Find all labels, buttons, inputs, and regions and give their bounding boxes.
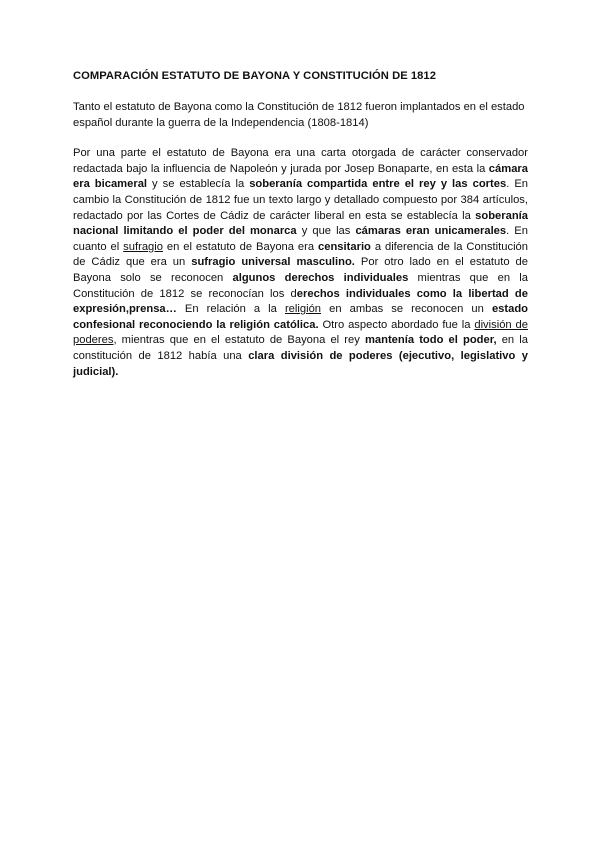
intro-paragraph: Tanto el estatuto de Bayona como la Constitución de 1812 fueron implantados en el estado español durante la guerra de la Independencia (1808-1814) (73, 101, 525, 129)
bold-text: estado confesional reconociendo la religión católica. (73, 303, 528, 331)
bold-text: algunos derechos individuales (232, 271, 409, 284)
underlined-text: división de poderes (73, 318, 528, 347)
text-run: Por una parte el estatuto de Bayona era una carta otorgada de carácter conservador redactada bajo la influencia de Napoleón y jurada por Josep Bonaparte, en esta la (73, 147, 528, 175)
text-run: en el estatuto de Bayona era (162, 240, 319, 253)
text-run: . En cuanto el (73, 225, 528, 253)
text-run: Por otro lado en el estatuto de Bayona solo se reconocen (73, 256, 529, 284)
text-run: En relación a la (176, 303, 285, 316)
text-run: y que las (296, 225, 356, 238)
bold-text: clara división de poderes (ejecutivo, legislativo y judicial). (73, 349, 528, 378)
text-run: a diferencia de la Constitución de Cádiz que era un (73, 240, 528, 269)
underlined-text: sufragio (123, 240, 163, 253)
bold-text: soberanía compartida entre el rey y las cortes (249, 178, 507, 191)
body-paragraph (73, 146, 528, 380)
bold-text: cámara era bicameral (73, 162, 528, 191)
bold-text: mantenía todo el poder, (364, 334, 497, 347)
document-title: COMPARACIÓN ESTATUTO DE BAYONA Y CONSTITUCIÓN DE 1812 (73, 70, 436, 82)
text-run: y se establecía la (147, 178, 250, 191)
bold-text: soberanía nacional limitando el poder del monarca (73, 209, 528, 238)
text-run: en la constitución de 1812 había una (73, 334, 528, 362)
text-run: Otro aspecto abordado fue la (318, 318, 475, 331)
text-run: , mientras que en el estatuto de Bayona el rey (113, 334, 365, 347)
underlined-text: religión (284, 303, 322, 316)
bold-text: sufragio universal masculino. (191, 256, 355, 269)
bold-text: erechos individuales como la libertad de expresión,prensa… (73, 287, 528, 316)
bold-text: cámaras eran unicamerales (355, 225, 507, 238)
document-page (73, 70, 528, 395)
text-run: en ambas se reconocen un (321, 303, 492, 316)
text-run: mientras que en la Constitución de 1812 se reconocían los d (73, 271, 528, 300)
text-run: . En cambio la Constitución de 1812 fue un texto largo y detallado compuesto por 384 artículos, redactado por las Cortes de Cádiz de carácter liberal en esta se establecía la (73, 178, 528, 222)
bold-text: censitario (318, 240, 371, 253)
